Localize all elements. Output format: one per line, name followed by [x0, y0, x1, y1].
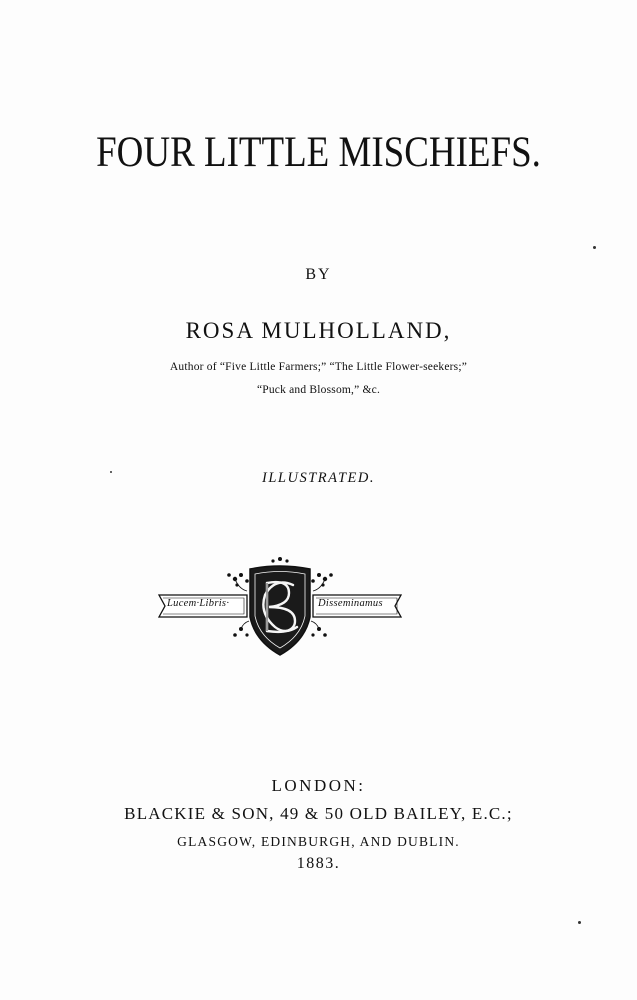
illustrated-label: ILLUSTRATED. — [262, 470, 375, 486]
author-name: ROSA MULHOLLAND, — [185, 318, 452, 343]
imprint-branches: GLASGOW, EDINBURGH, AND DUBLIN. — [177, 834, 460, 849]
motto-right-text: Disseminamus — [318, 598, 383, 609]
imprint-year: 1883. — [296, 855, 341, 872]
book-title: FOUR LITTLE MISCHIEFS. — [96, 129, 541, 176]
motto-left-text: Lucem·Libris· — [167, 598, 230, 609]
byline: BY — [305, 266, 332, 283]
author-credits-line-2: “Puck and Blossom,” &c. — [256, 384, 381, 396]
imprint-publisher: BLACKIE & SON, 49 & 50 OLD BAILEY, E.C.; — [124, 804, 513, 823]
paper-speck — [110, 471, 112, 473]
paper-speck — [578, 921, 581, 924]
imprint-city: LONDON: — [271, 776, 366, 795]
paper-speck — [593, 246, 596, 249]
author-credits-line-1: Author of “Five Little Farmers;” “The Little Flower-seekers;” — [169, 361, 468, 373]
publisher-emblem — [155, 555, 405, 660]
